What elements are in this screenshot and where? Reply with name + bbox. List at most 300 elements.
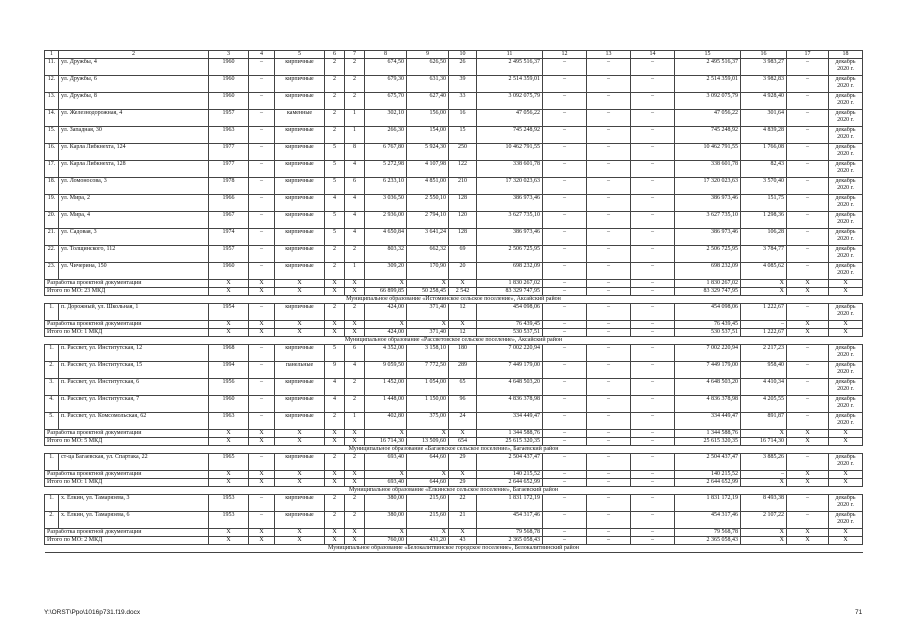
table-cell: 10 462 791,55 xyxy=(675,144,741,161)
table-cell: 2 504 437,47 xyxy=(477,454,543,471)
summary-cell: 50 258,45 xyxy=(407,288,449,296)
table-cell: 3 092 075,79 xyxy=(477,93,543,110)
summary-cell: 25 615 320,35 xyxy=(477,438,543,446)
table-cell: – xyxy=(249,93,275,110)
table-cell: п. Рассвет, ул. Институтская, 12 xyxy=(59,345,209,362)
table-cell: – xyxy=(787,59,829,76)
summary-cell: X xyxy=(345,537,365,545)
table-cell: 386 973,46 xyxy=(675,229,741,246)
table-cell: – xyxy=(587,161,631,178)
table-cell: 29 xyxy=(449,454,477,471)
summary-cell: – xyxy=(543,280,587,288)
table-cell: 2 506 725,95 xyxy=(675,246,741,263)
table-cell: 4 xyxy=(345,161,365,178)
table-cell: 1 831 172,19 xyxy=(477,495,543,512)
table-cell: декабрь 2020 г. xyxy=(829,127,863,144)
table-cell: 8 xyxy=(345,144,365,161)
table-cell: 338 601,78 xyxy=(477,161,543,178)
summary-cell: – xyxy=(543,529,587,537)
table-cell: 82,43 xyxy=(741,161,787,178)
table-cell: 1977 xyxy=(209,161,249,178)
table-cell: 2 xyxy=(325,413,345,430)
table-cell: 9 xyxy=(325,362,345,379)
table-cell: каменные xyxy=(275,110,325,127)
page-number: 71 xyxy=(855,609,863,616)
table-cell: ул. Железнодорожная, 4 xyxy=(59,110,209,127)
table-cell: – xyxy=(543,110,587,127)
table-cell: кирпичные xyxy=(275,229,325,246)
table-row xyxy=(45,212,863,229)
column-number-cell: 9 xyxy=(407,51,449,59)
table-cell: 47 056,22 xyxy=(477,110,543,127)
summary-cell: 76 439,45 xyxy=(477,321,543,329)
table-cell: – xyxy=(787,229,829,246)
table-cell: 745 248,92 xyxy=(477,127,543,144)
table-cell: кирпичные xyxy=(275,495,325,512)
summary-cell: X xyxy=(249,430,275,438)
summary-cell: X xyxy=(275,529,325,537)
summary-cell: X xyxy=(325,529,345,537)
table-cell: 693,40 xyxy=(365,454,407,471)
table-cell: декабрь 2020 г. xyxy=(829,345,863,362)
summary-label: Разработка проектной документации xyxy=(45,280,209,288)
table-cell: 4 836 378,98 xyxy=(675,396,741,413)
table-cell: – xyxy=(543,263,587,280)
table-cell: 386 973,46 xyxy=(675,195,741,212)
table-cell: 2 xyxy=(345,246,365,263)
table-cell: кирпичные xyxy=(275,263,325,280)
summary-cell: – xyxy=(741,321,787,329)
summary-cell: – xyxy=(631,329,675,337)
section-heading-row xyxy=(45,296,863,304)
table-cell: 1960 xyxy=(209,263,249,280)
table-cell: 1994 xyxy=(209,362,249,379)
table-cell: – xyxy=(249,161,275,178)
table-cell: – xyxy=(631,454,675,471)
table-cell: 4 205,55 xyxy=(741,396,787,413)
summary-row xyxy=(45,321,863,329)
table-cell: 1 766,08 xyxy=(741,144,787,161)
table-cell: – xyxy=(249,212,275,229)
table-cell: ул. Ломоносова, 3 xyxy=(59,178,209,195)
summary-cell: 2 365 058,43 xyxy=(477,537,543,545)
table-cell: 375,00 xyxy=(407,413,449,430)
summary-cell: 424,00 xyxy=(365,329,407,337)
table-cell: 1960 xyxy=(209,59,249,76)
table-cell: 8 493,38 xyxy=(741,495,787,512)
table-cell: 20. xyxy=(45,212,59,229)
table-cell: кирпичные xyxy=(275,212,325,229)
table-cell: 20 xyxy=(449,263,477,280)
table-cell: 371,40 xyxy=(407,304,449,321)
table-cell: 338 601,78 xyxy=(675,161,741,178)
summary-cell: – xyxy=(631,537,675,545)
table-cell: – xyxy=(249,413,275,430)
summary-cell: X xyxy=(325,479,345,487)
summary-cell: X xyxy=(787,329,829,337)
table-cell: – xyxy=(249,229,275,246)
table-cell: п. Дорожный, ул. Школьная, 1 xyxy=(59,304,209,321)
column-number-cell: 4 xyxy=(249,51,275,59)
table-row xyxy=(45,229,863,246)
table-cell: 2 794,10 xyxy=(407,212,449,229)
summary-cell: X xyxy=(325,321,345,329)
summary-cell: 693,40 xyxy=(365,479,407,487)
table-cell: кирпичные xyxy=(275,413,325,430)
table-cell: кирпичные xyxy=(275,144,325,161)
summary-label: Разработка проектной документации xyxy=(45,321,209,329)
table-row xyxy=(45,195,863,212)
table-cell: 402,80 xyxy=(365,413,407,430)
summary-cell: 654 xyxy=(449,438,477,446)
summary-cell: X xyxy=(365,280,407,288)
summary-cell: X xyxy=(829,537,863,545)
table-cell: 3 885,26 xyxy=(741,454,787,471)
table-cell: 2 xyxy=(345,93,365,110)
table-cell: 2 504 437,47 xyxy=(675,454,741,471)
table-cell: 2 217,23 xyxy=(741,345,787,362)
table-cell: 6 233,10 xyxy=(365,178,407,195)
table-cell: 7 772,50 xyxy=(407,362,449,379)
table-cell: – xyxy=(587,263,631,280)
summary-cell: X xyxy=(787,321,829,329)
table-row xyxy=(45,144,863,161)
table-cell: 1960 xyxy=(209,93,249,110)
summary-cell: X xyxy=(209,280,249,288)
table-cell: 698 232,09 xyxy=(477,263,543,280)
summary-cell: X xyxy=(829,329,863,337)
table-cell: 386 973,46 xyxy=(477,229,543,246)
table-cell: – xyxy=(249,59,275,76)
table-row xyxy=(45,59,863,76)
table-cell: 1963 xyxy=(209,127,249,144)
summary-cell: 2 365 058,43 xyxy=(675,537,741,545)
column-number-cell: 8 xyxy=(365,51,407,59)
table-cell: 380,00 xyxy=(365,512,407,529)
table-cell: 2 xyxy=(345,76,365,93)
table-cell: – xyxy=(543,229,587,246)
table-cell: 2 xyxy=(325,454,345,471)
summary-cell: X xyxy=(345,438,365,446)
table-cell: ул. Толщинского, 112 xyxy=(59,246,209,263)
table-cell: 4 648 503,20 xyxy=(477,379,543,396)
table-cell: – xyxy=(249,396,275,413)
table-cell: 2 xyxy=(325,76,345,93)
table-cell: 33 xyxy=(449,93,477,110)
summary-row xyxy=(45,438,863,446)
table-cell: – xyxy=(543,127,587,144)
table-cell: 22 xyxy=(449,495,477,512)
summary-row xyxy=(45,288,863,296)
table-cell: 1 222,67 xyxy=(741,304,787,321)
summary-cell: – xyxy=(741,471,787,479)
table-cell: 5 xyxy=(325,229,345,246)
table-cell: – xyxy=(587,59,631,76)
section-heading: Муниципальное образование «Белокалитвинское городское поселение», Белокалитвинский район xyxy=(45,545,863,553)
table-cell: 21 xyxy=(449,512,477,529)
table-cell: х. Елкин, ул. Тамарязева, 6 xyxy=(59,512,209,529)
table-cell: – xyxy=(787,379,829,396)
table-cell: – xyxy=(631,229,675,246)
table-cell: 2 495 516,37 xyxy=(675,59,741,76)
summary-cell: X xyxy=(829,288,863,296)
summary-cell: X xyxy=(787,471,829,479)
summary-cell: – xyxy=(631,529,675,537)
summary-row xyxy=(45,537,863,545)
table-cell: 1957 xyxy=(209,246,249,263)
table-cell: 2. xyxy=(45,512,59,529)
table-cell: 4 xyxy=(345,195,365,212)
table-cell: п. Рассвет, ул. Комсомольская, 62 xyxy=(59,413,209,430)
table-cell: 21. xyxy=(45,229,59,246)
table-cell: – xyxy=(587,362,631,379)
summary-cell: X xyxy=(325,471,345,479)
summary-cell: X xyxy=(449,280,477,288)
table-cell: ул. Мира, 4 xyxy=(59,212,209,229)
table-cell: кирпичные xyxy=(275,512,325,529)
table-cell: 26 xyxy=(449,59,477,76)
table-cell: 2 xyxy=(325,246,345,263)
table-cell: – xyxy=(587,512,631,529)
table-cell: 334 449,47 xyxy=(477,413,543,430)
table-cell: 631,30 xyxy=(407,76,449,93)
table-cell: 2 xyxy=(345,512,365,529)
summary-cell: X xyxy=(249,329,275,337)
table-cell: – xyxy=(787,212,829,229)
summary-cell: X xyxy=(249,479,275,487)
table-cell: – xyxy=(587,413,631,430)
summary-label: Разработка проектной документации xyxy=(45,529,209,537)
table-cell: декабрь 2020 г. xyxy=(829,362,863,379)
table-cell: 17 320 023,63 xyxy=(477,178,543,195)
table-cell: 1968 xyxy=(209,345,249,362)
table-cell: 334 449,47 xyxy=(675,413,741,430)
table-row xyxy=(45,362,863,379)
column-number-cell: 16 xyxy=(741,51,787,59)
column-number-cell: 15 xyxy=(675,51,741,59)
summary-cell: 1 830 267,02 xyxy=(675,280,741,288)
table-cell: 3 158,10 xyxy=(407,345,449,362)
table-cell: 2. xyxy=(45,362,59,379)
summary-cell: – xyxy=(587,321,631,329)
table-cell: 15 xyxy=(449,127,477,144)
table-cell: – xyxy=(249,110,275,127)
summary-cell: X xyxy=(249,537,275,545)
table-cell: декабрь 2020 г. xyxy=(829,195,863,212)
table-cell: декабрь 2020 г. xyxy=(829,396,863,413)
table-cell: 674,50 xyxy=(365,59,407,76)
summary-cell: – xyxy=(587,479,631,487)
table-cell: 4 085,62 xyxy=(741,263,787,280)
summary-cell: 644,60 xyxy=(407,479,449,487)
table-row xyxy=(45,246,863,263)
table-cell: ул. Дружбы, 8 xyxy=(59,93,209,110)
table-cell: 7 002 220,94 xyxy=(477,345,543,362)
summary-cell: – xyxy=(631,430,675,438)
column-number-cell: 2 xyxy=(59,51,209,59)
summary-cell: X xyxy=(741,537,787,545)
summary-row xyxy=(45,329,863,337)
summary-row xyxy=(45,529,863,537)
table-cell: 3 982,83 xyxy=(741,76,787,93)
table-cell: 39 xyxy=(449,76,477,93)
summary-cell: 83 329 747,95 xyxy=(477,288,543,296)
table-cell: 2 506 725,95 xyxy=(477,246,543,263)
table-cell: – xyxy=(587,178,631,195)
table-cell: 4 xyxy=(325,396,345,413)
table-cell: – xyxy=(787,263,829,280)
summary-cell: X xyxy=(249,321,275,329)
table-cell: 47 056,22 xyxy=(675,110,741,127)
table-cell: – xyxy=(587,195,631,212)
table-cell: – xyxy=(787,76,829,93)
summary-cell: X xyxy=(345,321,365,329)
table-cell: 2 514 359,01 xyxy=(675,76,741,93)
summary-cell: 1 222,67 xyxy=(741,329,787,337)
table-cell: – xyxy=(787,304,829,321)
summary-cell: X xyxy=(449,321,477,329)
table-cell: – xyxy=(631,345,675,362)
table-cell: – xyxy=(249,178,275,195)
table-cell: декабрь 2020 г. xyxy=(829,512,863,529)
summary-cell: X xyxy=(345,280,365,288)
table-cell: 4 xyxy=(345,362,365,379)
table-cell: – xyxy=(543,345,587,362)
table-cell: – xyxy=(543,59,587,76)
table-cell: 18. xyxy=(45,178,59,195)
table-cell: – xyxy=(249,379,275,396)
summary-cell: X xyxy=(787,438,829,446)
table-cell: 1. xyxy=(45,345,59,362)
table-cell: – xyxy=(787,396,829,413)
table-cell: 1 298,36 xyxy=(741,212,787,229)
table-cell: 454 317,46 xyxy=(477,512,543,529)
summary-cell: X xyxy=(345,329,365,337)
summary-cell: X xyxy=(345,430,365,438)
section-heading: Муниципальное образование «Рассветовское сельское поселение», Аксайский район xyxy=(45,337,863,345)
table-cell: ул. Западная, 30 xyxy=(59,127,209,144)
table-cell: ст-ца Багаевская, ул. Спартака, 22 xyxy=(59,454,209,471)
table-cell: 151,75 xyxy=(741,195,787,212)
summary-cell: X xyxy=(325,329,345,337)
table-cell: 1 831 172,19 xyxy=(675,495,741,512)
table-cell: 424,00 xyxy=(365,304,407,321)
table-cell: 16 xyxy=(449,110,477,127)
summary-cell: X xyxy=(365,471,407,479)
table-row xyxy=(45,396,863,413)
summary-cell: X xyxy=(407,280,449,288)
table-cell: 1977 xyxy=(209,144,249,161)
summary-cell: X xyxy=(209,529,249,537)
column-number-cell: 17 xyxy=(787,51,829,59)
table-cell: – xyxy=(631,212,675,229)
table-cell: кирпичные xyxy=(275,246,325,263)
table-cell: 380,00 xyxy=(365,495,407,512)
table-cell: – xyxy=(543,76,587,93)
table-cell: 803,32 xyxy=(365,246,407,263)
table-cell: 11. xyxy=(45,59,59,76)
table-cell: 14. xyxy=(45,110,59,127)
table-header-row xyxy=(45,51,863,59)
summary-cell: – xyxy=(631,438,675,446)
table-cell: 69 xyxy=(449,246,477,263)
table-cell: кирпичные xyxy=(275,396,325,413)
table-cell: 12 xyxy=(449,304,477,321)
table-cell: – xyxy=(587,93,631,110)
table-cell: декабрь 2020 г. xyxy=(829,495,863,512)
table-cell: 958,40 xyxy=(741,362,787,379)
table-cell: 4 851,00 xyxy=(407,178,449,195)
table-cell: – xyxy=(543,161,587,178)
table-cell: – xyxy=(787,127,829,144)
table-cell: 2 xyxy=(325,263,345,280)
table-cell: – xyxy=(249,76,275,93)
table-cell: кирпичные xyxy=(275,127,325,144)
table-row xyxy=(45,263,863,280)
summary-cell: 530 537,51 xyxy=(675,329,741,337)
summary-cell: X xyxy=(787,288,829,296)
table-cell: – xyxy=(587,304,631,321)
table-cell: 1960 xyxy=(209,396,249,413)
table-cell: 4 352,00 xyxy=(365,345,407,362)
table-cell: 2 xyxy=(345,59,365,76)
table-cell: – xyxy=(631,195,675,212)
summary-cell: X xyxy=(249,280,275,288)
column-number-cell: 14 xyxy=(631,51,675,59)
table-cell: 4 928,40 xyxy=(741,93,787,110)
table-cell: 4 xyxy=(345,212,365,229)
table-cell: 6 767,80 xyxy=(365,144,407,161)
table-cell: – xyxy=(249,304,275,321)
summary-cell: 431,20 xyxy=(407,537,449,545)
table-cell: 2 xyxy=(325,59,345,76)
summary-cell: X xyxy=(209,537,249,545)
summary-cell: X xyxy=(209,288,249,296)
table-cell: – xyxy=(543,454,587,471)
table-cell: 215,60 xyxy=(407,495,449,512)
table-cell: – xyxy=(587,345,631,362)
table-cell: 4 410,34 xyxy=(741,379,787,396)
table-cell: 120 xyxy=(449,212,477,229)
table-cell: 1957 xyxy=(209,110,249,127)
summary-cell: – xyxy=(587,537,631,545)
table-cell: – xyxy=(631,263,675,280)
summary-label: Итого по МО: 23 МКД xyxy=(45,288,209,296)
summary-row xyxy=(45,430,863,438)
table-cell: 4 xyxy=(325,195,345,212)
summary-cell: 140 215,52 xyxy=(477,471,543,479)
table-cell: – xyxy=(631,127,675,144)
table-cell: кирпичные xyxy=(275,195,325,212)
table-cell: 386 973,46 xyxy=(477,195,543,212)
table-cell: 12. xyxy=(45,76,59,93)
table-cell: декабрь 2020 г. xyxy=(829,178,863,195)
summary-cell: X xyxy=(787,430,829,438)
summary-cell: – xyxy=(543,329,587,337)
summary-cell: X xyxy=(787,280,829,288)
table-cell: 1963 xyxy=(209,413,249,430)
summary-cell: 76 439,45 xyxy=(675,321,741,329)
table-cell: – xyxy=(543,362,587,379)
table-cell: – xyxy=(543,212,587,229)
table-cell: 17. xyxy=(45,161,59,178)
table-cell: – xyxy=(631,144,675,161)
table-cell: п. Рассвет, ул. Институтская, 7 xyxy=(59,396,209,413)
summary-cell: X xyxy=(249,288,275,296)
summary-label: Итого по МО: 1 МКД xyxy=(45,329,209,337)
table-cell: 7 002 220,94 xyxy=(675,345,741,362)
table-cell: 4 839,28 xyxy=(741,127,787,144)
